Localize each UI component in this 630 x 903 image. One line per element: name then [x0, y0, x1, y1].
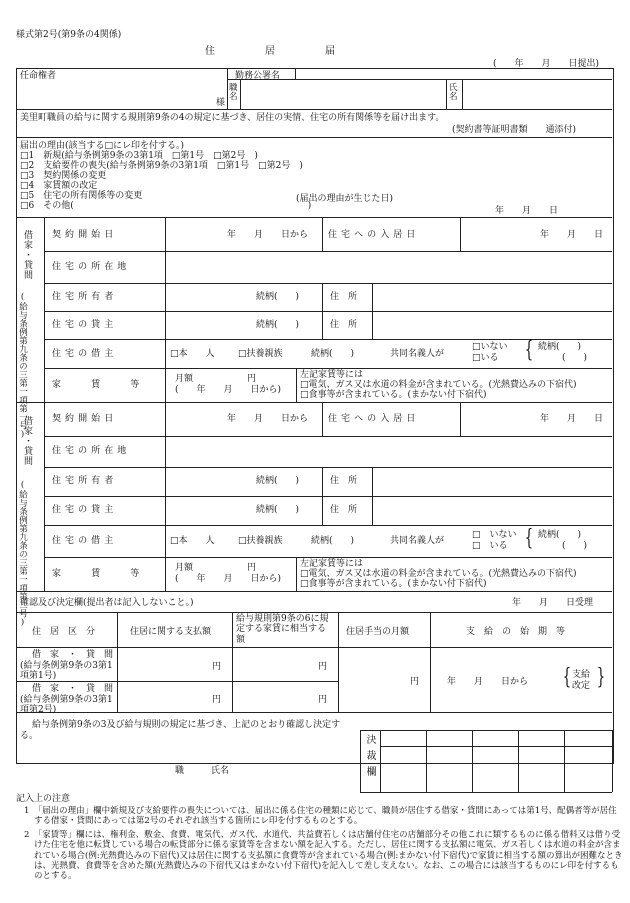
note-item: 2 「家賃等」欄には、権利金、敷金、食費、電気代、ガス代、水道代、共益費若しくは店舗付住宅の店舗部分その他これに類するものに係る借料又は借り受けた住宅を他に転貸している場合の転貸部分に係る家賃等を含まない額を記入する。ただし、居住に関する支払額に電気、ガス若しくは水道の料金が含まれている場合(例:光熱費込みの下宿代)又は居住に関する支払額に食費等が含まれている場合(例:まかない付下宿代)で家賃に相当する額の算出が困難なときは、光熱費、食費等を含めた額(光熱費込みの下宿代又はまかない付下宿代)を記入して差し支えない。なお、この場合には該当するものにレ印を付するものとする。 [24, 830, 623, 882]
workplace-label: 勤務公署名 [235, 71, 281, 81]
rent-from-date[interactable]: ( 年 月 日から) [175, 385, 282, 395]
note-item: 1 「届出の理由」欄中新規及び支給要件の喪失については、届出に係る住宅の種類に応じて、職員が居住する借家・貸間にあっては第1号、配偶者等が居住する借家・貸間にあっては第2号のそれぞれ該当する箇所にレ印を付するものとする。 [24, 806, 617, 827]
co-owner-relation-2[interactable]: ( ) [562, 541, 588, 551]
col-start: 支 給 の 始 期 等 [466, 627, 566, 637]
rent-label: 家 賃 等 [52, 380, 144, 390]
seal-label: 様 [216, 98, 226, 108]
row1-sub: (給与条例第9条の3第1項第1号) [20, 661, 113, 682]
contract-date[interactable]: 年 月 日から [227, 414, 309, 424]
borrower-relation[interactable]: 続柄( ) [311, 349, 355, 359]
co-owner-exist[interactable]: □いる [472, 353, 499, 363]
section-side-top: 借家・貸間 [22, 230, 32, 280]
rent-option-meals[interactable]: □食事等が含まれている。(まかない付下宿代) [300, 579, 487, 589]
owner-relation[interactable]: 続柄( ) [256, 292, 300, 302]
rent-from-date[interactable]: ( 年 月 日から) [175, 574, 282, 584]
row2-title: 借 家 ・ 貸 間 [32, 684, 114, 694]
borrower-label: 住宅の借主 [52, 349, 118, 359]
move-in-date[interactable]: 年 月 日 [540, 230, 604, 240]
reason-heading: 届出の理由(該当する□にレ印を付する。) [20, 141, 185, 151]
co-owner-relation-2[interactable]: ( ) [562, 353, 588, 363]
rent-option-meals[interactable]: □食事等が含まれている。(まかない付下宿代) [300, 390, 487, 400]
contract-start-label: 契約開始日 [52, 414, 118, 424]
borrower-dependent-checkbox[interactable]: □扶養親族 [238, 536, 283, 546]
form-title: 住 居 届 [205, 46, 335, 57]
brace-icon: { [524, 526, 534, 551]
co-owner-label: 共同名義人が [390, 349, 445, 359]
rent-note: 左記家賃等には [300, 370, 364, 380]
option-revise[interactable]: 改定 [572, 681, 591, 691]
borrower-relation[interactable]: 続柄( ) [311, 536, 355, 546]
lender-address-label: 住 所 [330, 320, 358, 330]
rent-monthly[interactable]: 月額 円 [175, 374, 257, 384]
confirm-statement: 給与条例第9条の3及び給与規則の規定に基づき、上記のとおり確認し決定する。 [20, 720, 341, 742]
row1-title: 借 家 ・ 貸 間 [32, 650, 114, 660]
lender-relation[interactable]: 続柄( ) [256, 320, 300, 330]
appointer-label: 任命権者 [20, 71, 57, 81]
co-owner-exist[interactable]: □ いる [472, 541, 508, 551]
section-side-bottom: (給与条例第九条の三第一項第一号) [17, 292, 28, 440]
reason-date[interactable]: 年 月 日 [495, 206, 559, 216]
start-date[interactable]: 年 月 日から [447, 677, 529, 687]
lender-relation[interactable]: 続柄( ) [256, 505, 300, 515]
owner-relation[interactable]: 続柄( ) [256, 476, 300, 486]
borrower-self-checkbox[interactable]: □本 人 [170, 536, 215, 546]
owner-label: 住宅所有者 [52, 476, 118, 486]
position-label: 職名 [229, 83, 238, 103]
owner-label: 住宅所有者 [52, 292, 118, 302]
kessai-label: 決裁欄 [364, 734, 375, 782]
co-owner-label: 共同名義人が [390, 536, 445, 546]
col-payment: 住居に関する支払額 [130, 627, 212, 637]
row1-rent-yen[interactable]: 円 [318, 662, 328, 672]
row1-payment-yen[interactable]: 円 [212, 662, 222, 672]
borrower-dependent-checkbox[interactable]: □扶養親族 [238, 349, 283, 359]
form-id: 様式第2号(第9条の4関係) [16, 30, 122, 40]
intro-text: 美里町職員の給与に関する規則第9条の4の規定に基づき、居住の実情、住宅の所有関係等を届け出ます。 [20, 113, 445, 123]
option-pay[interactable]: 支給 [572, 670, 591, 680]
row2-payment-yen[interactable]: 円 [212, 695, 222, 705]
rent-monthly[interactable]: 月額 円 [175, 563, 257, 573]
lender-label: 住宅の貸主 [52, 320, 118, 330]
section-side-top: 借家・貸間 [22, 416, 32, 466]
col-allowance: 住居手当の月額 [346, 627, 410, 637]
reason-item[interactable]: □3 契約関係の変更 [20, 171, 107, 181]
reason-date-label: (届出の理由が生じた日) [296, 194, 394, 204]
borrower-self-checkbox[interactable]: □本 人 [170, 349, 215, 359]
co-owner-none[interactable]: □ いない [472, 530, 517, 540]
reason-item[interactable]: □6 その他( ) [20, 201, 312, 211]
contract-start-label: 契約開始日 [52, 230, 118, 240]
row2-sub: (給与条例第9条の3第1項第2号) [20, 695, 113, 716]
attachment-note: (契約書等証明書類 通添付) [452, 125, 577, 135]
rent-option-utilities[interactable]: □電気、ガス又は水道の料金が含まれている。(光熱費込みの下宿代) [300, 380, 577, 390]
owner-address-label: 住 所 [330, 476, 358, 486]
brace-close-icon: } [596, 665, 606, 690]
confirm-heading: 確認及び決定欄(提出者は記入しないこと。) [20, 598, 194, 608]
notes-heading: 記入上の注意 [16, 794, 71, 804]
co-owner-none[interactable]: □いない [472, 342, 508, 352]
lender-label: 住宅の貸主 [52, 505, 118, 515]
submit-date: ( 年 月 日提出) [493, 59, 600, 69]
col-housing-type: 住 居 区 分 [32, 627, 96, 637]
allowance-yen[interactable]: 円 [410, 677, 420, 687]
signer-label: 職 氏名 [175, 766, 230, 776]
co-owner-relation[interactable]: 続柄( ) [538, 342, 582, 352]
move-in-label: 住宅への入居日 [328, 414, 420, 424]
received-date[interactable]: 年 月 日受理 [512, 598, 594, 608]
brace-icon: { [524, 338, 534, 363]
rent-option-utilities[interactable]: □電気、ガス又は水道の料金が含まれている。(光熱費込みの下宿代) [300, 569, 577, 579]
lender-address-label: 住 所 [330, 505, 358, 515]
rent-label: 家 賃 等 [52, 569, 144, 579]
row2-rent-yen[interactable]: 円 [318, 695, 328, 705]
reason-item[interactable]: □2 支給要件の喪失(給与条例第9条の3第1項 □第1号 □第2号 ) [20, 161, 303, 171]
reason-item[interactable]: □4 家賃額の改定 [20, 181, 98, 191]
borrower-label: 住宅の借主 [52, 536, 118, 546]
co-owner-relation[interactable]: 続柄( ) [538, 530, 582, 540]
reason-item[interactable]: □1 新規(給与条例第9条の3第1項 □第1号 □第2号 ) [20, 151, 258, 161]
owner-address-label: 住 所 [330, 292, 358, 302]
location-label: 住宅の所在地 [52, 446, 131, 456]
rent-note: 左記家賃等には [300, 559, 364, 569]
reason-item[interactable]: □5 住宅の所有関係等の変更 [20, 191, 143, 201]
location-label: 住宅の所在地 [52, 262, 131, 272]
move-in-date[interactable]: 年 月 日 [540, 414, 604, 424]
move-in-label: 住宅への入居日 [328, 230, 420, 240]
contract-date[interactable]: 年 月 日から [227, 230, 309, 240]
brace-icon: { [562, 665, 572, 690]
section-side-bottom: (給与条例第九条の三第一項第二号) [17, 480, 28, 628]
col-rent-equivalent: 給与規則第9条の6に規定する家賃に相当する額 [236, 614, 329, 645]
name-label: 氏名 [449, 83, 458, 103]
